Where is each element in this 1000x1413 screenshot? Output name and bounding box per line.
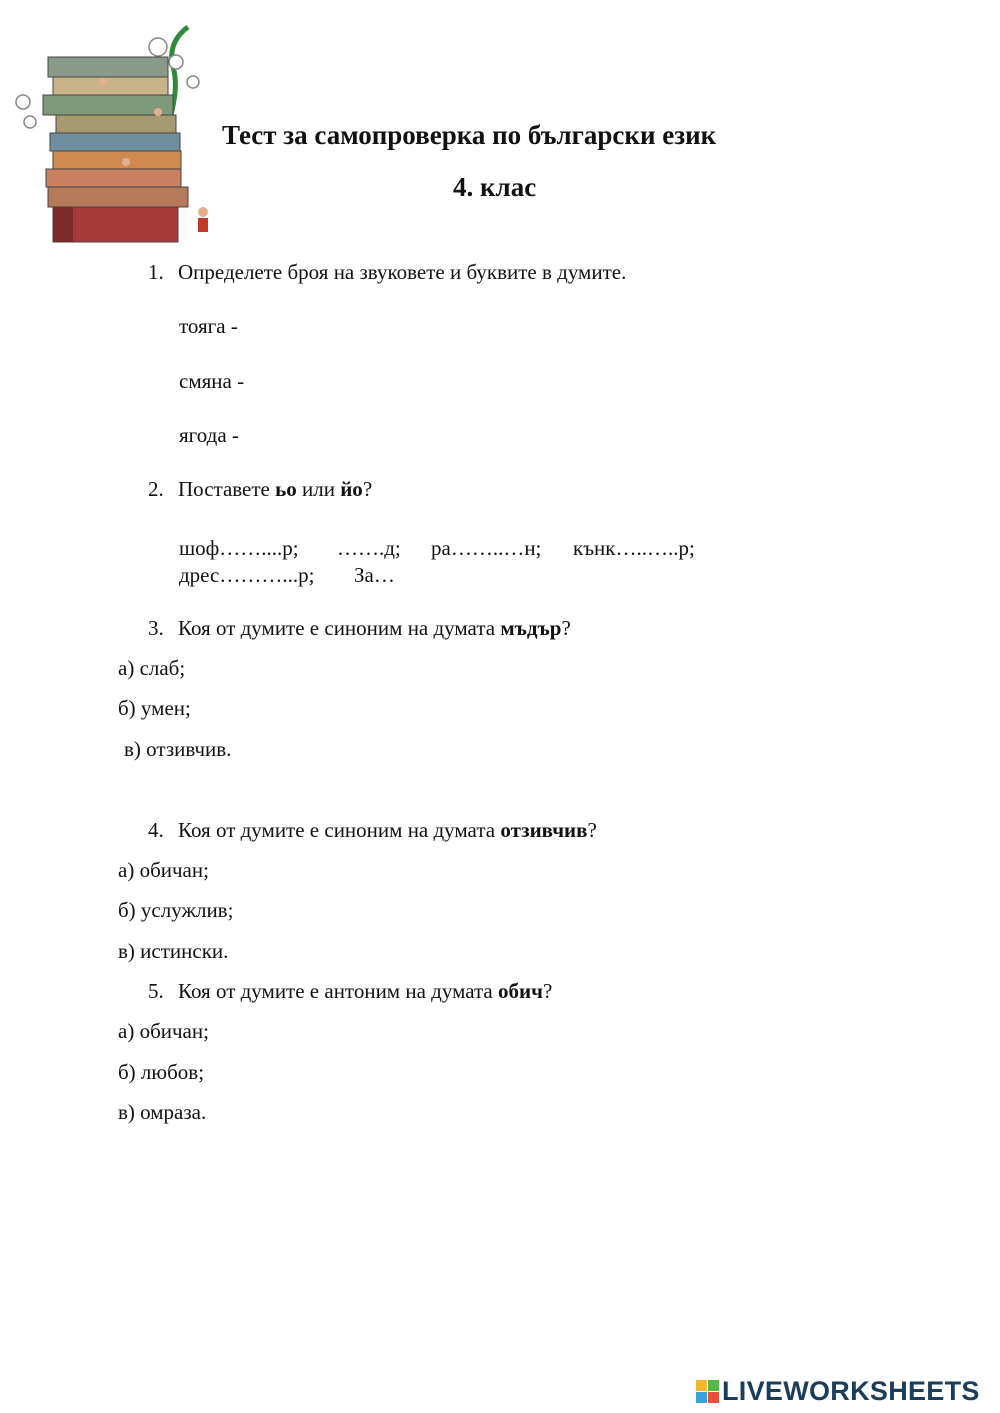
key-word: отзивчив xyxy=(500,818,588,842)
option-b[interactable]: б) любов; xyxy=(118,1060,205,1084)
question-text: Коя от думите е синоним на думата xyxy=(178,616,501,640)
question-mark: ? xyxy=(561,616,571,640)
question-number: 5. xyxy=(148,979,164,1003)
question-text: Коя от думите е антоним на думата xyxy=(178,979,498,1003)
books-illustration xyxy=(8,22,233,247)
question-number: 3. xyxy=(148,616,164,640)
word-yagoda: ягода - xyxy=(179,423,239,447)
question-number: 1. xyxy=(148,260,164,284)
question-number: 4. xyxy=(148,818,164,842)
option-a[interactable]: а) слаб; xyxy=(118,656,186,680)
question-text: Поставете xyxy=(178,477,276,501)
option-c[interactable]: в) отзивчив. xyxy=(124,737,232,761)
blank-word-2: …….д; xyxy=(337,536,401,560)
question-text: Определете броя на звуковете и буквите в думите. xyxy=(178,260,627,284)
option-c[interactable]: в) истински. xyxy=(118,939,229,963)
blank-word-4: кънк…..…..р; xyxy=(573,536,695,560)
question-4 xyxy=(148,818,597,843)
question-1 xyxy=(148,260,626,285)
key-word: обич xyxy=(498,979,543,1003)
word-toyaga: тояга - xyxy=(179,314,238,338)
liveworksheets-logo-icon xyxy=(696,1380,719,1403)
grade-subtitle: 4. клас xyxy=(453,172,537,202)
question-mark: ? xyxy=(362,477,373,501)
question-number: 2. xyxy=(148,477,164,501)
liveworksheets-logo[interactable] xyxy=(696,1376,980,1407)
option-a[interactable]: а) обичан; xyxy=(118,858,209,882)
option-a[interactable]: а) обичан; xyxy=(118,1019,209,1043)
option-c[interactable]: в) омраза. xyxy=(118,1100,207,1124)
letters-yo: йо xyxy=(340,477,363,501)
blank-word-6: За… xyxy=(354,563,395,587)
blank-word-1: шоф……....р; xyxy=(179,536,299,560)
option-b[interactable]: б) умен; xyxy=(118,696,191,720)
question-5 xyxy=(148,979,552,1004)
question-3 xyxy=(148,616,571,641)
question-mark: ? xyxy=(542,979,553,1003)
page-title: Тест за самопроверка по български език xyxy=(222,120,717,150)
blank-word-5: дрес………...р; xyxy=(179,563,315,587)
word-smyana: смяна - xyxy=(179,369,245,393)
logo-text: LIVEWORKSHEETS xyxy=(722,1376,980,1406)
blank-word-3: ра……..…н; xyxy=(431,536,542,560)
option-b[interactable]: б) услужлив; xyxy=(118,898,234,922)
question-2 xyxy=(148,477,372,502)
letters-yo-soft: ьо xyxy=(275,477,297,501)
key-word: мъдър xyxy=(500,616,562,640)
question-mark: ? xyxy=(587,818,597,842)
question-text: Коя от думите е синоним на думата xyxy=(178,818,501,842)
question-text-mid: или xyxy=(296,477,341,501)
